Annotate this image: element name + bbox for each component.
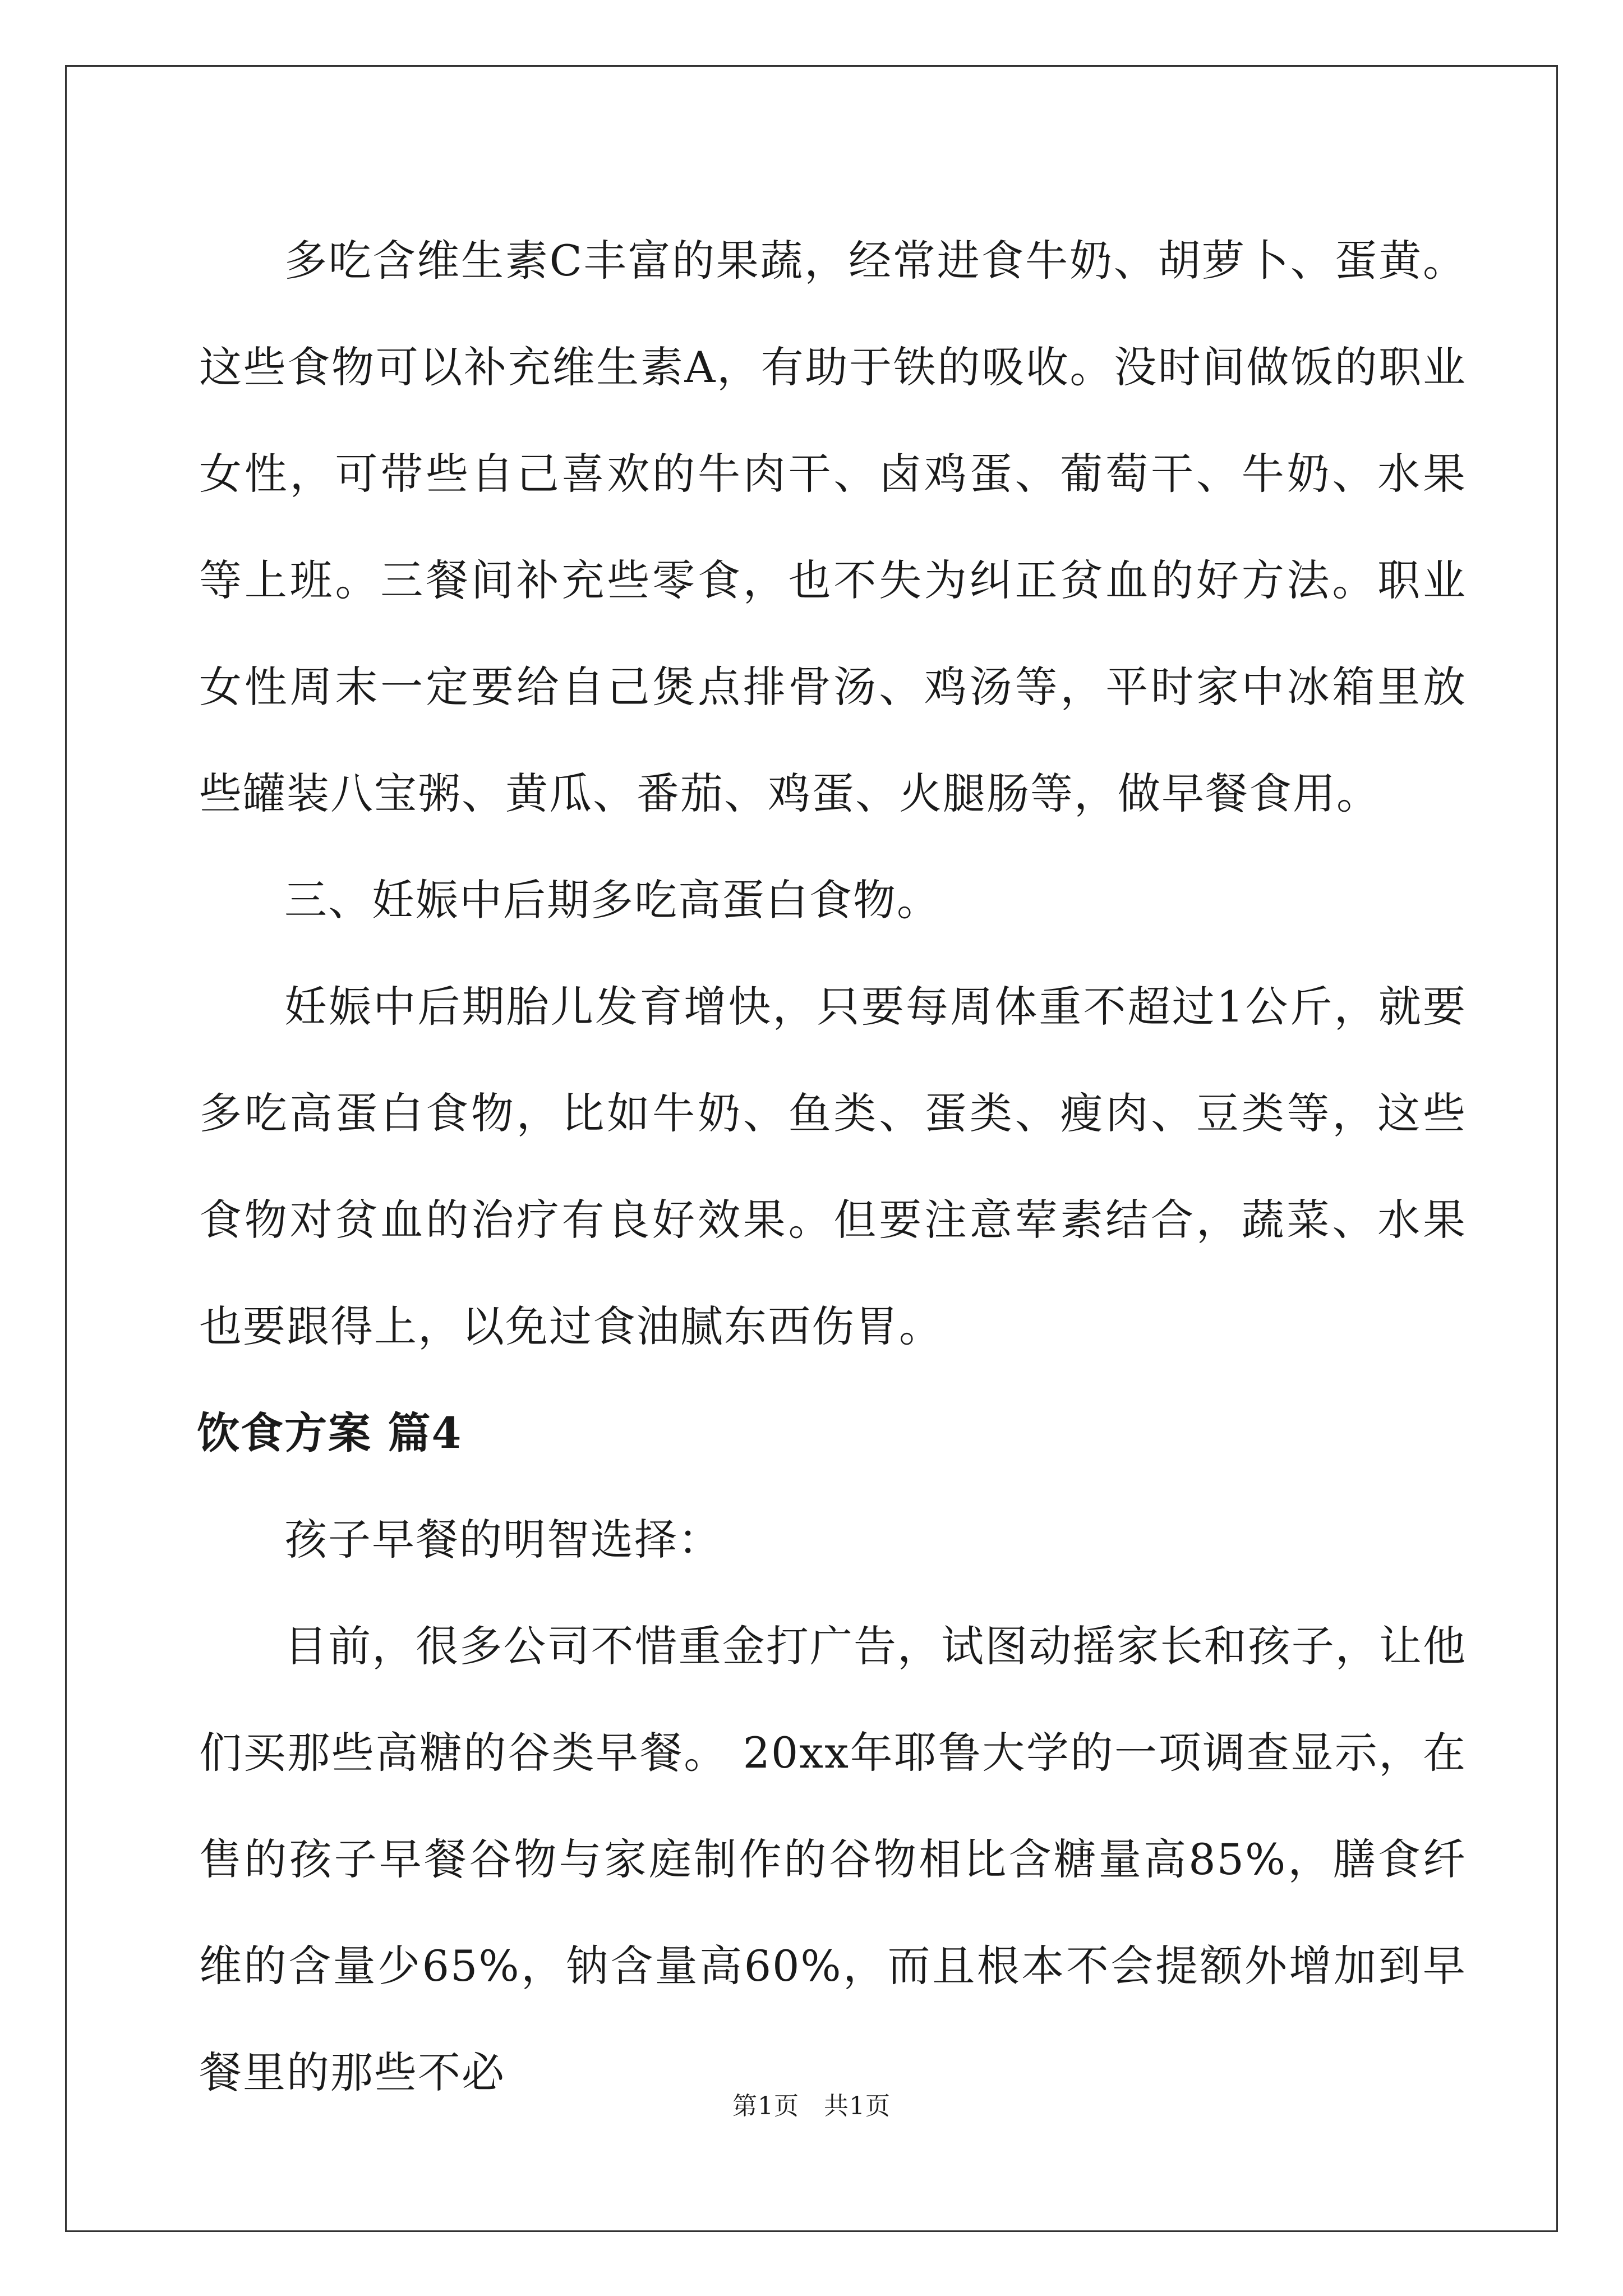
paragraph-subheading-protein: 三、妊娠中后期多吃高蛋白食物。 (284, 875, 940, 925)
paragraph-cereal-survey: 目前，很多公司不惜重金打广告，试图动摇家长和孩子，让他们买那些高糖的谷类早餐。 20xx年耶鲁大学的一项调查显示，在售的孩子早餐谷物与家庭制作的谷物相比含糖量高85%，膳食纤维的含量少65%，钠含量高60%，而且根本不会提额外增加到早餐里的那些不必 (199, 1621, 1467, 2097)
section-heading: 饮食方案 篇4 (197, 1408, 463, 1458)
page-number: 第1页 (732, 2092, 799, 2120)
paragraph-vitamin-intake: 多吃含维生素C丰富的果蔬，经常进食牛奶、胡萝卜、蛋黄。这些食物可以补充维生素A，有助于铁的吸收。没时间做饭的职业女性，可带些自己喜欢的牛肉干、卤鸡蛋、葡萄干、牛奶、水果等上班。三餐间补充些零食，也不失为纠正贫血的好方法。职业女性周末一定要给自己煲点排骨汤、鸡汤等，平时家中冰箱里放些罐装八宝粥、黄瓜、番茄、鸡蛋、火腿肠等，做早餐食用。 (199, 236, 1467, 818)
page-total: 共1页 (824, 2092, 891, 2120)
paragraph-breakfast-choice: 孩子早餐的明智选择： (284, 1515, 722, 1565)
page-footer (0, 2090, 1623, 2123)
document-body (199, 208, 1467, 2126)
paragraph-protein-foods: 妊娠中后期胎儿发育增快，只要每周体重不超过1公斤，就要多吃高蛋白食物，比如牛奶、鱼类、蛋类、瘦肉、豆类等，这些食物对贫血的治疗有良好效果。但要注意荤素结合，蔬菜、水果也要跟得上，以免过食油腻东西伤胃。 (199, 982, 1467, 1351)
